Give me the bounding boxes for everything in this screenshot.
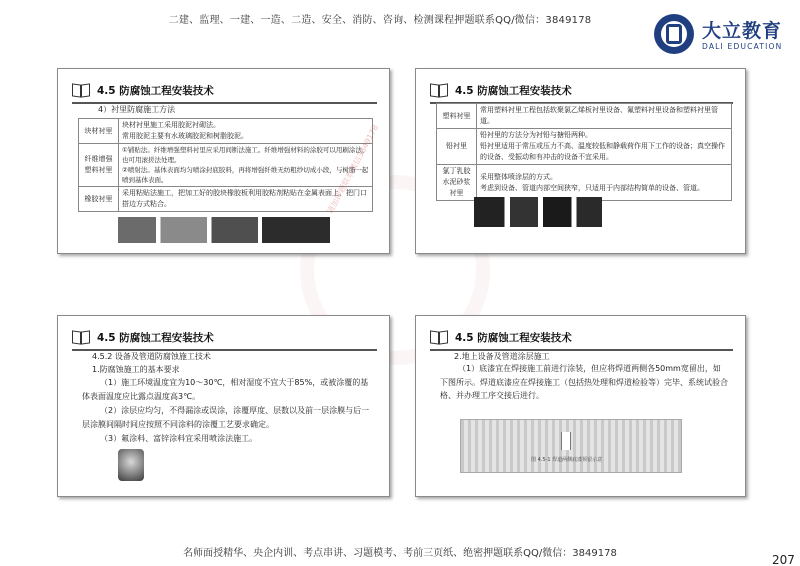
book-icon [430, 331, 450, 345]
table-row [79, 144, 373, 187]
paint-can-photo [118, 449, 144, 481]
slide-anticorrosion-requirements [57, 315, 390, 497]
slide-lining-types [415, 68, 746, 254]
table-cell-name: 橡胶衬里 [79, 187, 119, 212]
book-icon [72, 84, 92, 98]
table-cell-desc: 铅衬里的方法分为衬铅与搪铅两种。 铅衬里适用于常压或压力不高、温度较低和静载荷作用下工作的设备；真空操作的设备、受振动和有冲击的设备不宜采用。 [477, 129, 732, 165]
table-cell-desc: ①铺贴法。纤维增强塑料衬里应采用间断法施工。纤维增强材料的涂胶可以用刷涂法，也可用滚搓法处理。 ②喷射法。基体表面均匀喷涂封底胶料，再将增强纤维无纺粗纱切成小段，与树脂一起喷到基体表面。 [119, 144, 373, 187]
slide-title: 4.5 防腐蚀工程安装技术 [455, 85, 572, 97]
book-icon [72, 331, 92, 345]
requirement-3: （3）氟涂料、富锌涂料宜采用喷涂法施工。 [100, 434, 258, 443]
table-cell-desc: 采用粘贴法施工，把加工好的胶块橡胶板利用胶粘剂粘贴在金属表面上，把门口搭边方式粘合。 [119, 187, 373, 212]
section-heading: 2.地上设备及管道涂层施工 [454, 352, 550, 361]
slide-title: 4.5 防腐蚀工程安装技术 [455, 332, 572, 344]
page-number: 207 [772, 553, 795, 566]
table-cell-name: 纤维增强塑料衬里 [79, 144, 119, 187]
coating-paragraph: （1）底漆宜在焊接施工前进行涂装，但应将焊道两侧各50mm宽留出，如下图所示。焊道底漆应在焊接施工（包括热处理和焊道检验等）完毕、系统试验合格、并办理工序交接后进行。 [440, 364, 728, 400]
brand-logo [654, 14, 794, 58]
lining-types-table [436, 103, 732, 201]
table-row [437, 129, 732, 165]
table-cell-name: 块材衬里 [79, 119, 119, 144]
requirement-2: （2）涂层应均匀，不得漏涂或误涂，涂覆厚度、层数以及前一层涂膜与后一层涂膜间隔时间应按照不同涂料的涂覆工艺要求确定。 [82, 406, 370, 429]
table-cell-desc: 常用塑料衬里工程包括软聚氯乙烯板衬里设备、氟塑料衬里设备和塑料衬里管道。 [477, 104, 732, 129]
slide-lining-methods [57, 68, 390, 254]
table-cell-name: 氯丁乳胶水泥砂浆衬里 [437, 165, 477, 201]
weld-seam [561, 432, 571, 450]
slide-coating-construction [415, 315, 746, 497]
watermark-text: 请加押题联系微信3849178 [325, 123, 381, 216]
slide-title: 4.5 防腐蚀工程安装技术 [97, 85, 214, 97]
subsection-heading: 1.防腐蚀施工的基本要求 [92, 365, 180, 374]
slide-subtitle: 4）衬里防腐施工方法 [98, 105, 176, 114]
requirement-1: （1）施工环境温度宜为10～30℃，相对湿度不宜大于85%，或被涂覆的基体表面温度应比露点温度高3℃。 [82, 378, 369, 401]
logo-chinese-name: 大立教育 [702, 20, 783, 42]
logo-icon [654, 14, 694, 54]
bottom-contact-banner: 名师面授精华、央企内训、考点串讲、习题模考、考前三页纸、绝密押题联系QQ/微信：3849178 [183, 548, 617, 559]
figure-caption: 图 4.5-1 焊道两侧底漆预留示意 [531, 457, 603, 463]
table-row [79, 119, 373, 144]
lining-photo [118, 217, 330, 243]
table-cell-desc: 采用整体喷涂层的方式。 考虑到设备、管道内部空间狭窄，只适用于内部结构简单的设备、管道。 [477, 165, 732, 201]
logo-english-name: DALI EDUCATION [702, 42, 783, 51]
weld-primer-figure [460, 419, 682, 473]
table-cell-name: 塑料衬里 [437, 104, 477, 129]
table-row [437, 104, 732, 129]
top-contact-banner: 二建、监理、一建、一造、二造、安全、消防、咨询、检测课程押题联系QQ/微信：3849178 [168, 15, 592, 26]
table-cell-name: 铅衬里 [437, 129, 477, 165]
pipe-fittings-photo [474, 197, 602, 227]
lining-methods-table [78, 118, 373, 212]
book-icon [430, 84, 450, 98]
slide-title: 4.5 防腐蚀工程安装技术 [97, 332, 214, 344]
table-row [437, 165, 732, 201]
table-cell-desc: 块材衬里施工采用胶泥衬砌法。 常用胶泥主要有水玻璃胶泥和树脂胶泥。 [119, 119, 373, 144]
section-heading: 4.5.2 设备及管道防腐蚀施工技术 [92, 352, 211, 361]
